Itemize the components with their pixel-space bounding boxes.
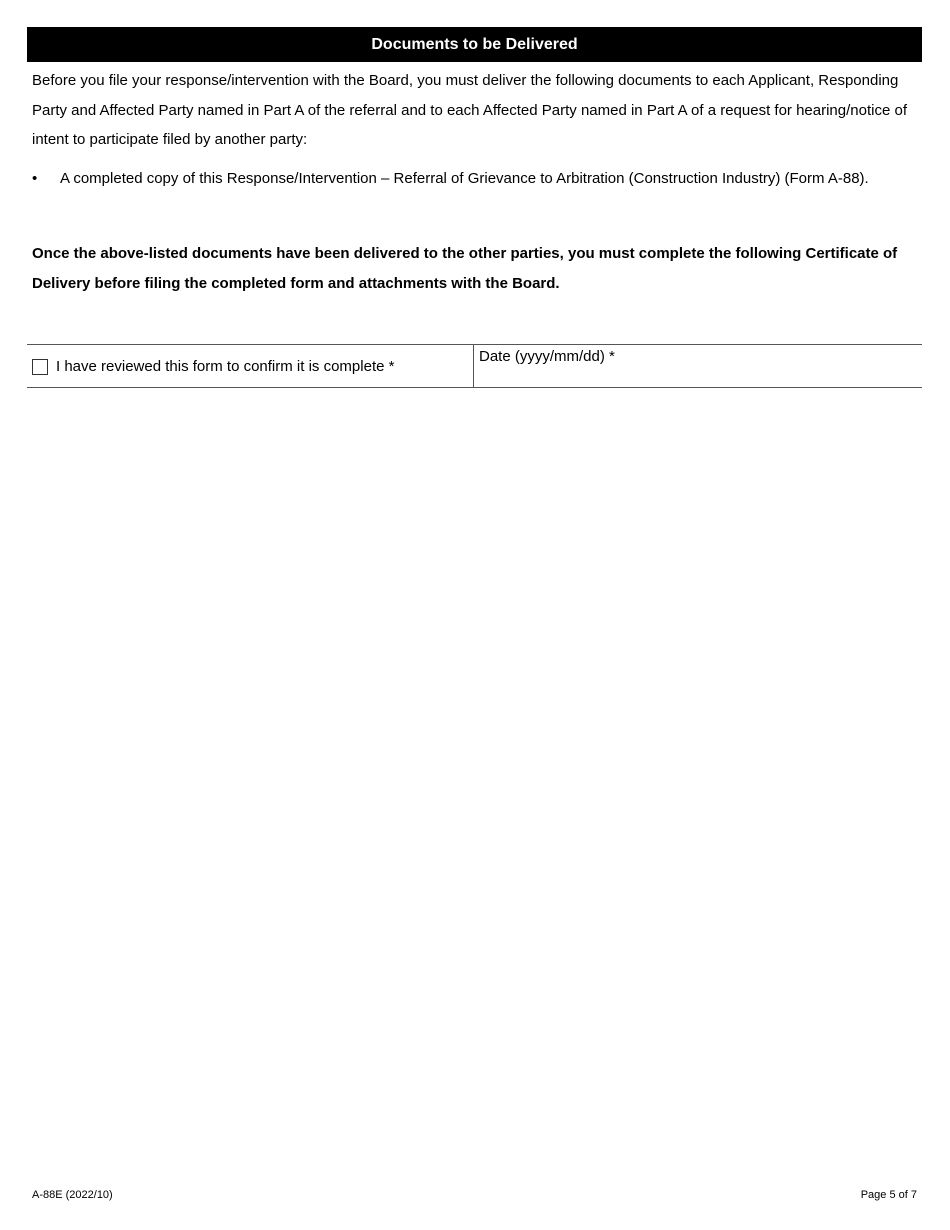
bullet-icon: •: [32, 170, 38, 187]
section-title: Documents to be Delivered: [371, 35, 578, 53]
section-header: [27, 27, 922, 62]
review-confirmation-cell: [27, 345, 474, 387]
date-cell: [474, 345, 922, 387]
review-confirmation-label: I have reviewed this form to confirm it is complete *: [56, 357, 395, 375]
certificate-of-delivery-table: [27, 344, 922, 388]
form-code: A-88E (2022/10): [32, 1189, 113, 1201]
document-list-item: [32, 166, 920, 192]
page-number: Page 5 of 7: [860, 1189, 917, 1201]
date-field[interactable]: [479, 365, 922, 387]
certificate-instructions: Once the above-listed documents have been delivered to the other parties, you must complete the following Certificate of Delivery before filing the completed form and attachments with the Board.: [32, 245, 898, 292]
date-label: Date (yyyy/mm/dd) *: [479, 348, 615, 365]
document-list-item-text: A completed copy of this Response/Intervention – Referral of Grievance to Arbitration (Construction Industry) (Form A-88).: [60, 170, 869, 187]
intro-paragraph: Before you file your response/intervention with the Board, you must deliver the following documents to each Applicant, Responding Party and Affected Party named in Part A of the referral and to each Affected Party named in Part A of a request for hearing/notice of intent to participate filed by another party:: [32, 72, 907, 148]
review-confirmation-checkbox[interactable]: [32, 359, 48, 375]
